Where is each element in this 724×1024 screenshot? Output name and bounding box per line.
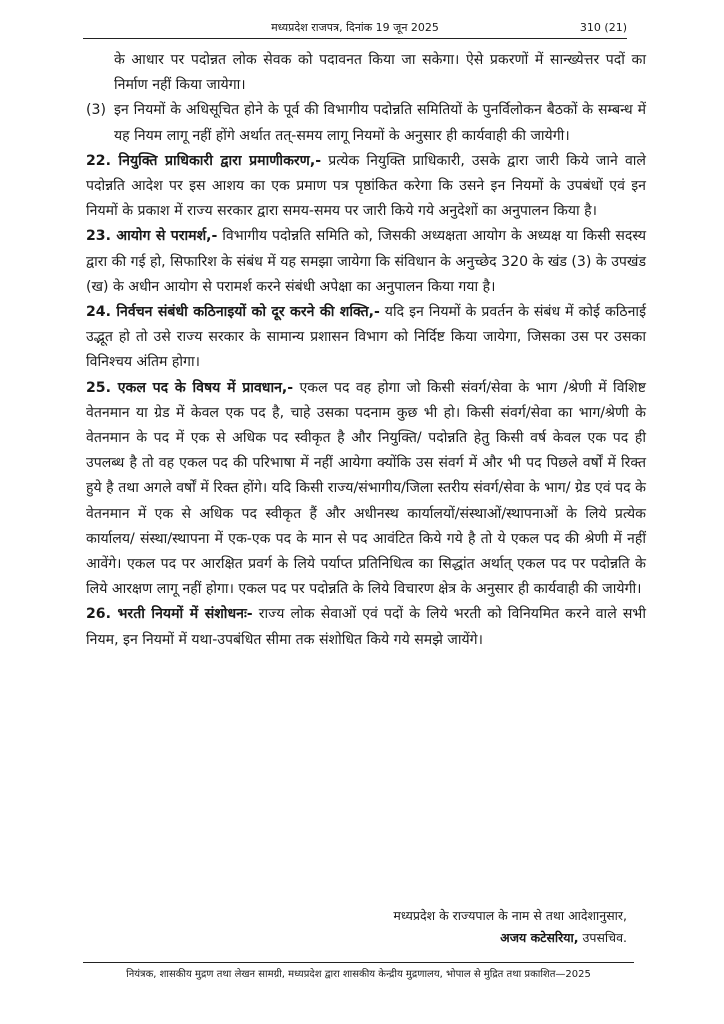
page-number: 310 (21) xyxy=(579,21,627,34)
header-title: मध्यप्रदेश राजपत्र, दिनांक 19 जून 2025 xyxy=(271,21,439,34)
continuation-paragraph: के आधार पर पदोन्नत लोक सेवक को पदावनत किया जा सकेगा। ऐसे प्रकरणों में सान्ख्येत्तर पदों का निर्माण नहीं किया जायेगा। xyxy=(114,52,646,94)
authority-line: मध्यप्रदेश के राज्यपाल के नाम से तथा आदेशानुसार, xyxy=(393,908,627,923)
section-heading: 26. भरती नियमों में संशोधनः- xyxy=(86,606,253,623)
section-25 xyxy=(86,376,646,603)
rule-clause-3 xyxy=(86,98,646,148)
signatory-designation: उपसचिव. xyxy=(578,930,627,945)
header-divider xyxy=(83,38,627,39)
clause-number: (3) xyxy=(86,102,106,119)
section-text: प्रत्येक नियुक्ति प्राधिकारी, उसके द्वारा जारी किये जाने वाले पदोन्नति आदेश पर इस आशय का एक प्रमाण पत्र पृष्ठांकित करेगा कि उसने इन नियमों के उपबंधों एवं इन नियमों के प्रकाश में राज्य सरकार द्वारा समय-समय पर जारी किये गये अनुदेशों का अनुपालन किया है। xyxy=(86,152,646,220)
section-heading: 23. आयोग से परामर्श,- xyxy=(86,228,218,245)
section-24 xyxy=(86,300,646,376)
page-footer: नियंत्रक, शासकीय मुद्रण तथा लेखन सामग्री, मध्यप्रदेश द्वारा शासकीय केन्द्रीय मुद्रणालय, भोपाल से मुद्रित तथा प्रकाशित—2025 xyxy=(126,969,591,980)
section-text: विभागीय पदोन्नति समिति को, जिसकी अध्यक्षता आयोग के अध्यक्ष या किसी सदस्य द्वारा की गई हो, सिफारिश के संबंध में यह समझा जायेगा कि संविधान के अनुच्छेद 320 के खंड (3) के उपखंड (ख) के अधीन आयोग से परामर्श करने संबंधी अपेक्षा का अनुपालन किया गया है। xyxy=(86,228,647,295)
signatory-line xyxy=(393,927,627,949)
section-heading: 25. एकल पद के विषय में प्रावधान,- xyxy=(86,379,294,396)
signatory-name: अजय कटेसरिया, xyxy=(500,930,579,945)
page-header xyxy=(83,20,627,36)
section-22 xyxy=(86,149,646,225)
section-text: यदि इन नियमों के प्रवर्तन के संबंध में कोई कठिनाई उद्भूत हो तो उसे राज्य सरकार के सामान्य प्रशासन विभाग को निर्दिष्ट किया जायेगा, जिसका उस पर उसका विनिश्चय अंतिम होगा। xyxy=(86,304,646,371)
section-text: राज्य लोक सेवाओं एवं पदों के लिये भरती को विनियमित करने वाले सभी नियम, इन नियमों में यथा-उपबंधित सीमा तक संशोधित किये गये समझे जायेंगे। xyxy=(86,606,646,648)
section-heading: 24. निर्वचन संबंधी कठिनाइयों को दूर करने की शक्ति,- xyxy=(86,304,380,321)
section-23 xyxy=(86,224,646,300)
section-26 xyxy=(86,602,646,652)
document-body xyxy=(86,48,646,653)
section-text: एकल पद वह होगा जो किसी संवर्ग/सेवा के भाग /श्रेणी में विशिष्ट वेतनमान या ग्रेड में केवल एक पद है, चाहे उसका पदनाम कुछ भी हो। किसी संवर्ग/सेवा का भाग/श्रेणी के वेतनमान के पद में एक से अधिक पद स्वीकृत है और नियुक्ति/ पदोन्नति हेतु किसी वर्ष केवल एक पद ही उपलब्ध है तो वह एकल पद की परिभाषा में नहीं आयेगा क्योंकि उस संवर्ग में और भी पद पिछले वर्षों में रिक्त हुये है तथा अगले वर्षों में रिक्त होंगे। यदि किसी राज्य/संभागीय/जिला स्तरीय संवर्ग/सेवा के भाग/ ग्रेड एवं पद के वेतनमान में एक से अधिक पद स्वीकृत हैं और अधीनस्थ कार्यालयों/संस्थाओं/स्थापनाओं के लिये प्रत्येक कार्यालय/ संस्था/स्थापना में एक-एक पद के मान से पद आवंटित किये गये है तो ये एकल पद की श्रेणी में नहीं आवेंगे। एकल पद पर आरक्षित प्रवर्ग के लिये पर्याप्त प्रतिनिधित्व का सिद्धांत अर्थात् एकल पद पर पदोन्नति के लिये आरक्षण लागू नहीं होगा। एकल पद पर पदोन्नति के लिये विचारण क्षेत्र के अनुसार ही कार्यवाही की जायेगी। xyxy=(86,379,646,598)
clause-text: इन नियमों के अधिसूचित होने के पूर्व की विभागीय पदोन्नति समितियों के पुनर्विलोकन बैठकों के सम्बन्ध में यह नियम लागू नहीं होंगे अर्थात तत्-समय लागू नियमों के अनुसार ही कार्यवाही की जायेगी। xyxy=(114,102,646,144)
section-heading: 22. नियुक्ति प्राधिकारी द्वारा प्रमाणीकरण,- xyxy=(86,152,322,169)
footer-divider xyxy=(83,962,634,963)
signature-block xyxy=(393,905,627,949)
